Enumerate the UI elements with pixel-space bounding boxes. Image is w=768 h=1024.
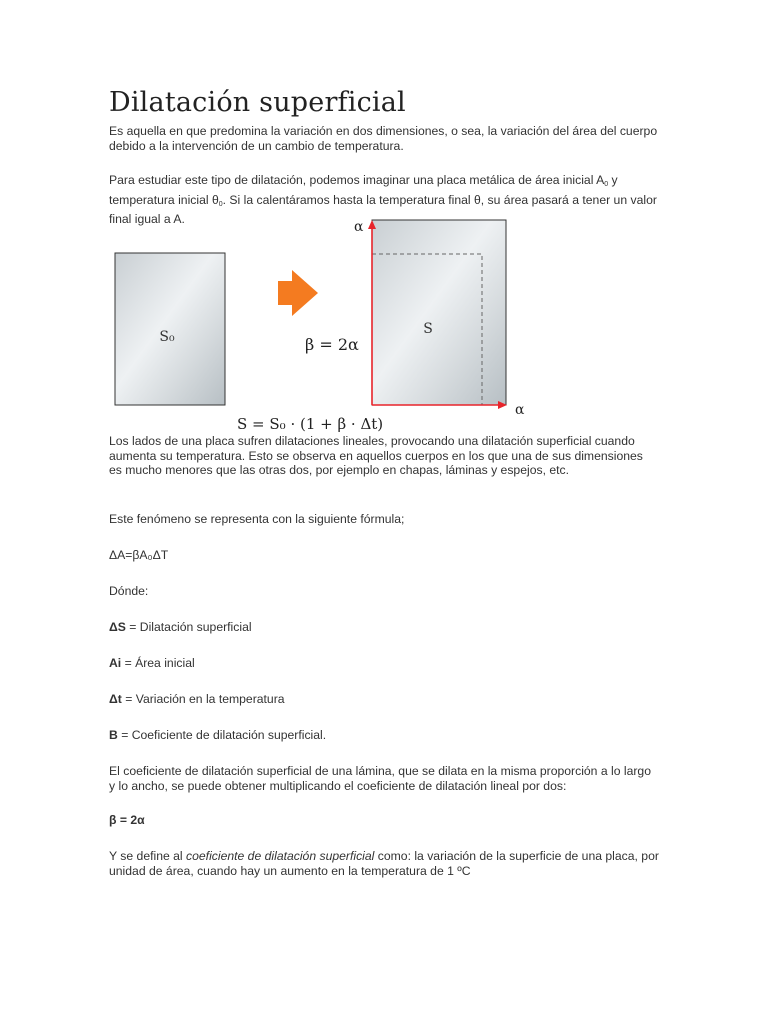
- intro-paragraph: Es aquella en que predomina la variación en dos dimensiones, o sea, la variación del área del cuerpo debido a la intervención de un cambio de temperatura.: [109, 124, 658, 153]
- definition-paragraph: Y se define al coeficiente de dilatación superficial como: la variación de la superficie de una placa, por unidad de área, cuando hay un aumento en la temperatura de 1 ºC: [109, 849, 659, 878]
- lateral-dilation-paragraph: Los lados de una placa sufren dilataciones lineales, provocando una dilatación superficial cuando aumenta su temperatura. Esto se observa en aquellos cuerpos en los que una de sus dimensiones es mucho menores que las otras dos, por ejemplo en chapas, láminas y espejos, etc.: [109, 434, 643, 477]
- beta-relation: β = 2α: [109, 813, 145, 827]
- final-plate: [372, 220, 506, 405]
- page-title: Dilatación superficial: [109, 87, 406, 118]
- coefficient-paragraph: El coeficiente de dilatación superficial de una lámina, que se dilata en la misma proporción a lo largo y lo ancho, se puede obtener multiplicando el coeficiente de dilatación lineal por dos:: [109, 764, 651, 793]
- final-area-label: S: [423, 321, 433, 337]
- definition-item: B = Coeficiente de dilatación superficial.: [109, 728, 327, 742]
- beta-formula: β = 2α: [305, 335, 359, 354]
- donde-label: Dónde:: [109, 584, 149, 598]
- dilation-figure: [109, 218, 539, 436]
- definition-item: Ai = Área inicial: [109, 656, 195, 670]
- formula-intro: Este fenómeno se representa con la siguiente fórmula;: [109, 512, 405, 526]
- formula-text: ΔA=βA₀ΔT: [109, 548, 169, 562]
- alpha-right-label: α: [515, 402, 525, 418]
- initial-area-label: S₀: [159, 329, 175, 345]
- definition-item: Δt = Variación en la temperatura: [109, 692, 285, 706]
- definition-item: ΔS = Dilatación superficial: [109, 620, 252, 634]
- setup-paragraph: Para estudiar este tipo de dilatación, podemos imaginar una placa metálica de área inicial $A_0$ y temperatura inicial $\theta_0$. Si la calentáramos hasta la temperatura final θ, su área pasará a tener un valor final igual a A.: [109, 173, 657, 226]
- orange-arrow-icon: [278, 270, 318, 316]
- main-formula: S = S₀ · (1 + β · Δt): [237, 415, 384, 433]
- alpha-top-label: α: [354, 219, 364, 235]
